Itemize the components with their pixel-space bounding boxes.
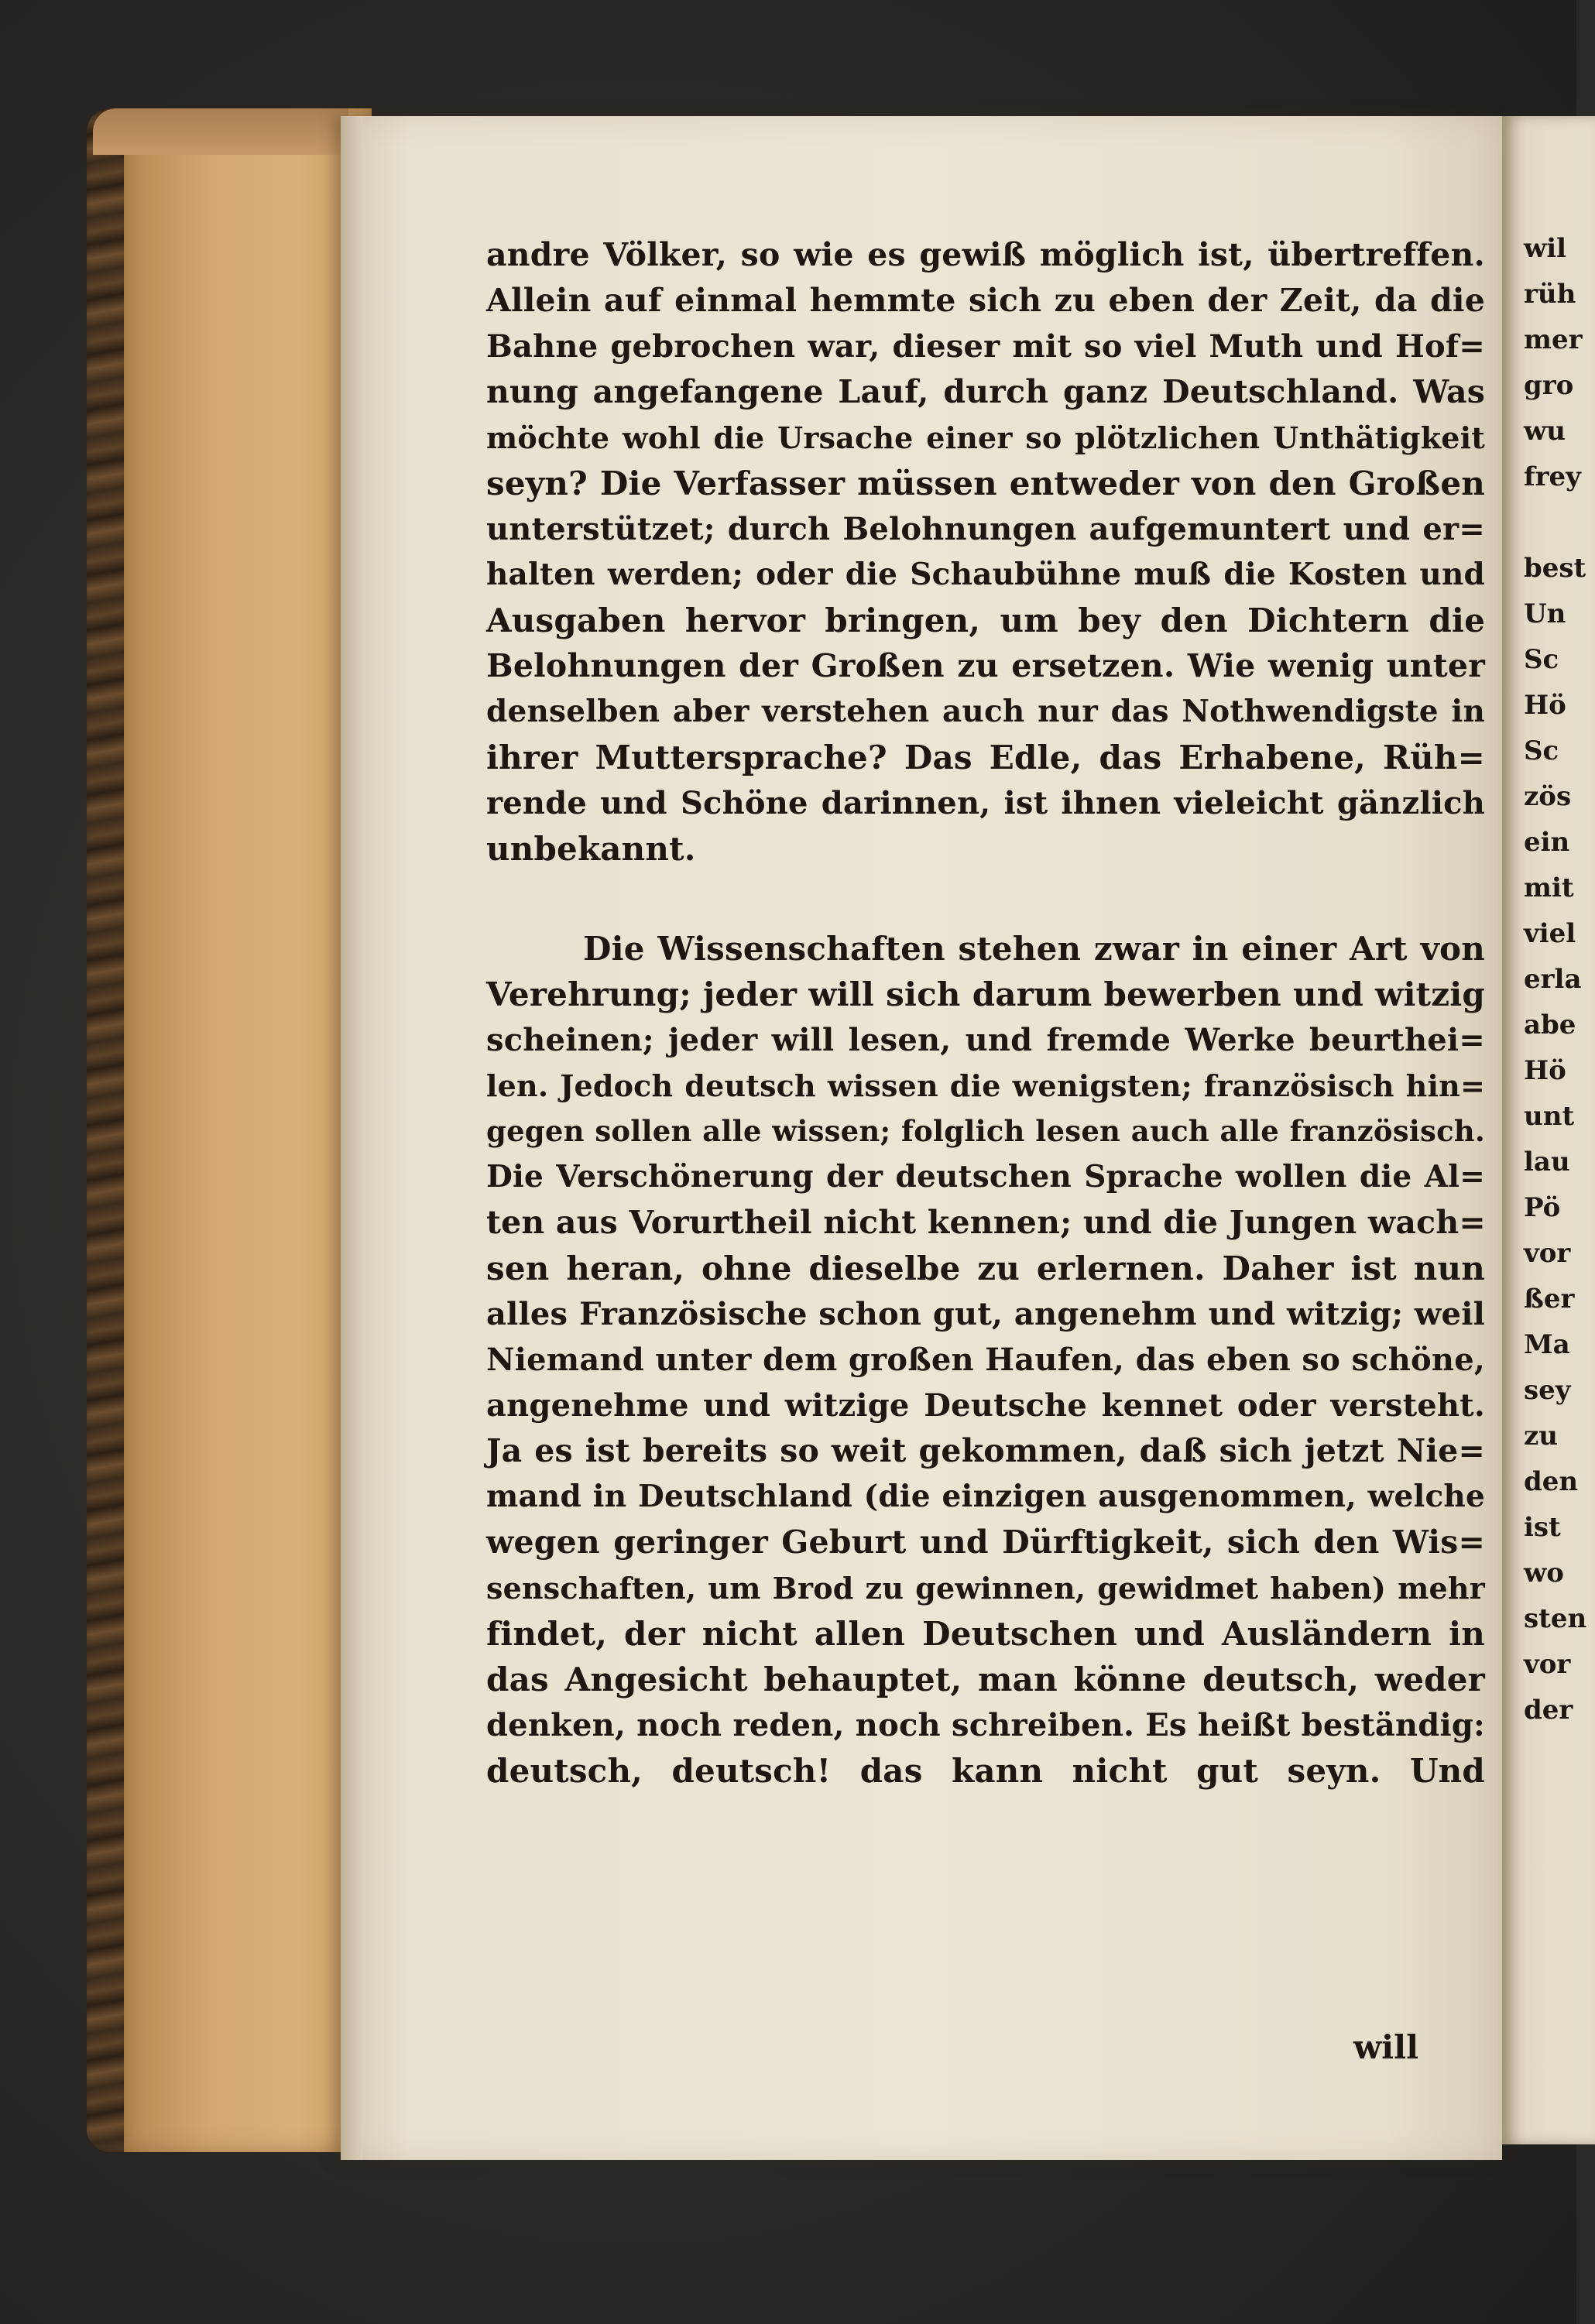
facing-fragment: Pö	[1524, 1192, 1561, 1223]
facing-fragment: Ma	[1524, 1329, 1570, 1360]
text-line: gegen sollen alle wissen; folglich lesen auch alle französisch.	[486, 1114, 1485, 1148]
facing-fragment: zu	[1524, 1421, 1559, 1452]
facing-fragment: wil	[1524, 233, 1567, 264]
text-line: deutsch, deutsch! das kann nicht gut seyn. Und	[486, 1752, 1485, 1790]
text-line: sen heran, ohne dieselbe zu erlernen. Daher ist nun	[486, 1249, 1485, 1287]
facing-fragment: mit	[1524, 872, 1574, 903]
book-cover	[124, 108, 372, 2152]
facing-fragment: ein	[1524, 827, 1570, 858]
cover-top-edge	[93, 108, 348, 155]
text-line: Niemand unter dem großen Haufen, das eben so schöne,	[486, 1342, 1485, 1378]
text-line: alles Französische schon gut, angenehm und witzig; weil	[486, 1296, 1485, 1332]
text-line: ihrer Muttersprache? Das Edle, das Erhabene, Rüh=	[486, 739, 1485, 776]
paragraph-1	[486, 232, 1485, 872]
text-line: scheinen; jeder will lesen, und fremde Werke beurthei=	[486, 1022, 1485, 1058]
text-line: halten werden; oder die Schaubühne muß die Kosten und	[486, 557, 1485, 592]
text-line: Die Verschönerung der deutschen Sprache wollen die Al=	[486, 1159, 1485, 1195]
facing-fragment: wu	[1524, 416, 1566, 447]
text-line: findet, der nicht allen Deutschen und Ausländern in	[486, 1615, 1485, 1653]
catchword: will	[1353, 2028, 1419, 2066]
facing-fragment: unt	[1524, 1101, 1575, 1132]
page-text	[486, 232, 1485, 1794]
text-line: möchte wohl die Ursache einer so plötzlichen Unthätigkeit	[486, 420, 1485, 455]
facing-fragment: vor	[1524, 1649, 1571, 1680]
text-line: denselben aber verstehen auch nur das Nothwendigste in	[486, 694, 1485, 729]
text-line: Allein auf einmal hemmte sich zu eben der Zeit, da die	[486, 282, 1485, 319]
text-line: Verehrung; jeder will sich darum bewerben und witzig	[486, 975, 1485, 1013]
text-line: unterstützet; durch Belohnungen aufgemuntert und er=	[486, 511, 1485, 547]
facing-fragment: Sc	[1524, 735, 1559, 766]
text-line: wegen geringer Geburt und Dürftigkeit, sich den Wis=	[486, 1524, 1485, 1561]
text-line: seyn? Die Verfasser müssen entweder von den Großen	[486, 464, 1485, 502]
facing-fragment: Hö	[1524, 1055, 1566, 1086]
facing-fragment: gro	[1524, 370, 1574, 401]
facing-fragment: lau	[1524, 1147, 1570, 1177]
facing-fragment: erla	[1524, 964, 1582, 995]
facing-fragment: viel	[1524, 918, 1576, 949]
text-line: Ja es ist bereits so weit gekommen, daß sich jetzt Nie=	[486, 1432, 1485, 1469]
facing-fragment: frey	[1524, 461, 1581, 492]
text-line: mand in Deutschland (die einzigen ausgenommen, welche	[486, 1479, 1485, 1514]
facing-fragment: Sc	[1524, 644, 1559, 675]
facing-fragment: ßer	[1524, 1284, 1575, 1315]
facing-fragment: abe	[1524, 1009, 1576, 1040]
facing-fragment: zös	[1524, 781, 1572, 812]
facing-fragment: best	[1524, 553, 1586, 584]
text-line: len. Jedoch deutsch wissen die wenigsten; französisch hin=	[486, 1068, 1485, 1103]
text-line: Die Wissenschaften stehen zwar in einer Art von	[583, 930, 1485, 968]
facing-fragment: ist	[1524, 1512, 1561, 1543]
text-line: Ausgaben hervor bringen, um bey den Dichtern die	[486, 602, 1485, 639]
text-line: angenehme und witzige Deutsche kennet oder versteht.	[486, 1387, 1485, 1424]
page-gutter	[341, 116, 362, 2160]
facing-page-text	[1524, 226, 1586, 1733]
facing-fragment: mer	[1524, 324, 1583, 355]
facing-fragment: sten	[1524, 1603, 1587, 1634]
facing-fragment: sey	[1524, 1375, 1571, 1406]
text-line: senschaften, um Brod zu gewinnen, gewidmet haben) mehr	[486, 1571, 1485, 1606]
text-line: rende und Schöne darinnen, ist ihnen vieleicht gänzlich	[486, 785, 1485, 821]
facing-fragment: vor	[1524, 1238, 1571, 1269]
text-line: Bahne gebrochen war, dieser mit so viel Muth und Hof=	[486, 328, 1485, 365]
facing-fragment: wo	[1524, 1558, 1564, 1589]
facing-fragment: Hö	[1524, 690, 1566, 721]
text-line: Belohnungen der Großen zu ersetzen. Wie wenig unter	[486, 647, 1485, 684]
text-line: nung angefangene Lauf, durch ganz Deutschland. Was	[486, 373, 1485, 410]
facing-fragment: rüh	[1524, 279, 1576, 310]
facing-fragment: den	[1524, 1466, 1579, 1497]
text-line: denken, noch reden, noch schreiben. Es heißt beständig:	[486, 1707, 1485, 1743]
facing-fragment: der	[1524, 1695, 1573, 1726]
facing-fragment: Un	[1524, 598, 1566, 629]
paragraph-2	[486, 926, 1485, 1794]
text-line: das Angesicht behauptet, man könne deutsch, weder	[486, 1661, 1485, 1698]
text-line: ten aus Vorurtheil nicht kennen; und die Jungen wach=	[486, 1204, 1486, 1241]
text-line: unbekannt.	[486, 830, 696, 868]
text-line: andre Völker, so wie es gewiß möglich ist, übertreffen.	[486, 236, 1485, 273]
